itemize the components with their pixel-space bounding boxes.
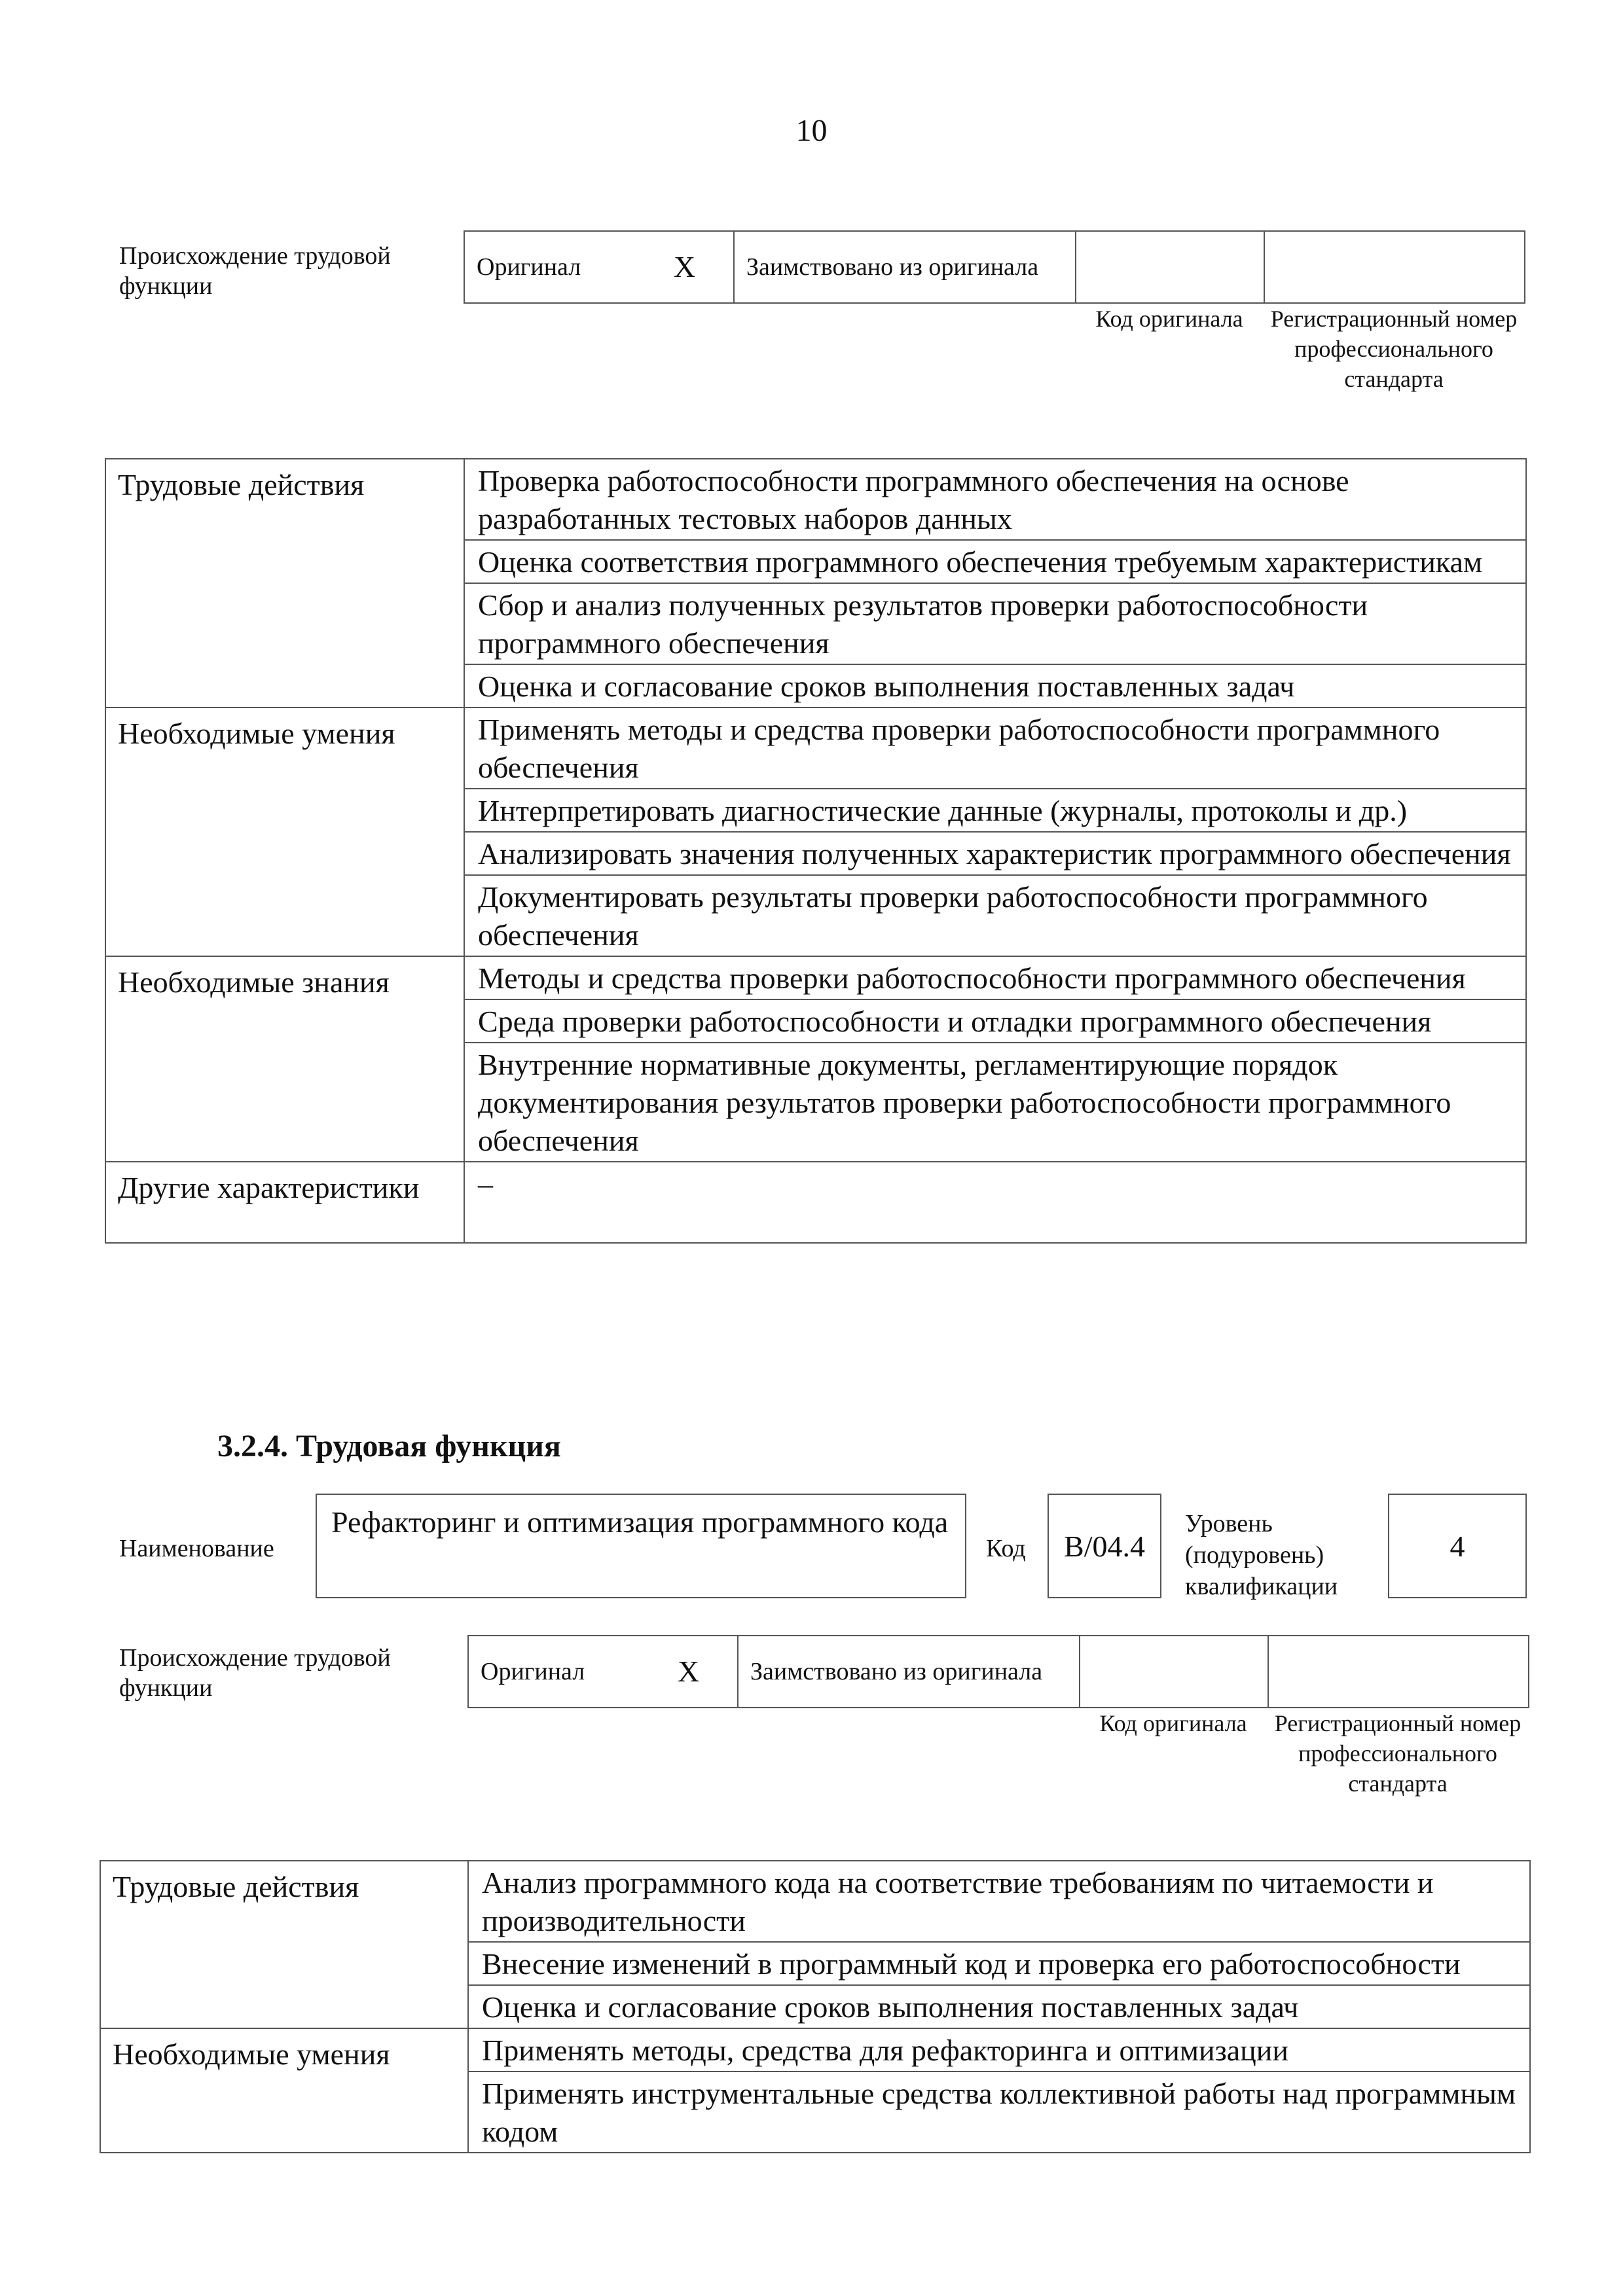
category-other: Другие характеристики [105, 1162, 464, 1243]
code-label: Код [986, 1535, 1026, 1562]
x-mark: X [674, 231, 734, 303]
origin-table-2 [467, 1635, 1529, 1708]
original-code-cell [1076, 231, 1264, 303]
table-cell: Анализ программного кода на соответствие требованиям по читаемости и производительности [468, 1861, 1530, 1942]
reg-caption: Регистрационный номер профессионального стандарта [1270, 306, 1518, 392]
table-cell: Интерпретировать диагностические данные (журналы, протоколы и др.) [464, 789, 1526, 832]
table-cell: Сбор и анализ полученных результатов проверки работоспособности программного обеспечения [464, 583, 1526, 664]
table-cell: Внесение изменений в программный код и проверка его работоспособности [468, 1942, 1530, 1985]
table-cell: Применять методы, средства для рефакторинга и оптимизации [468, 2028, 1530, 2072]
original-cell: Оригинал [468, 1636, 678, 1708]
level-label: Уровень (подуровень) квалификации [1185, 1510, 1338, 1600]
table-cell: – [464, 1162, 1526, 1243]
table-cell: Оценка соответствия программного обеспечения требуемым характеристикам [464, 540, 1526, 583]
table-cell: Оценка и согласование сроков выполнения поставленных задач [464, 664, 1526, 708]
table-cell: Проверка работоспособности программного обеспечения на основе разработанных тестовых наборов данных [464, 459, 1526, 540]
function-table-1 [105, 458, 1527, 1244]
category-skills: Необходимые умения [105, 708, 464, 956]
x-mark: X [678, 1636, 738, 1708]
section-heading: 3.2.4. Трудовая функция [217, 1429, 561, 1463]
function-name-box: Рефакторинг и оптимизация программного кода [316, 1494, 966, 1598]
table-cell: Документировать результаты проверки работоспособности программного обеспечения [464, 875, 1526, 956]
code-caption-2: Код оригинала [1099, 1710, 1247, 1736]
borrowed-cell: Заимствовано из оригинала [738, 1636, 1080, 1708]
origin-label-2: Происхождение трудовой функции [119, 1644, 391, 1702]
category-labor-actions: Трудовые действия [105, 459, 464, 708]
category-labor-actions: Трудовые действия [100, 1861, 468, 2028]
table-cell: Оценка и согласование сроков выполнения поставленных задач [468, 1985, 1530, 2028]
table-cell: Методы и средства проверки работоспособности программного обеспечения [464, 956, 1526, 999]
category-skills: Необходимые умения [100, 2028, 468, 2153]
reg-caption-2: Регистрационный номер профессионального стандарта [1274, 1710, 1522, 1797]
original-code-cell [1080, 1636, 1268, 1708]
table-cell: Применять методы и средства проверки работоспособности программного обеспечения [464, 708, 1526, 789]
page-number: 10 [795, 113, 828, 148]
function-table-2 [100, 1860, 1531, 2153]
original-cell: Оригинал [464, 231, 674, 303]
name-label: Наименование [119, 1535, 274, 1562]
table-cell: Применять инструментальные средства коллективной работы над программным кодом [468, 2072, 1530, 2153]
borrowed-cell: Заимствовано из оригинала [734, 231, 1076, 303]
table-cell: Анализировать значения полученных характеристик программного обеспечения [464, 832, 1526, 875]
table-cell: Внутренние нормативные документы, регламентирующие порядок документирования результатов проверки работоспособности программного обеспечения [464, 1043, 1526, 1162]
code-caption: Код оригинала [1095, 306, 1243, 332]
reg-number-cell [1268, 1636, 1529, 1708]
table-cell: Среда проверки работоспособности и отладки программного обеспечения [464, 999, 1526, 1043]
reg-number-cell [1264, 231, 1525, 303]
category-knowledge: Необходимые знания [105, 956, 464, 1162]
level-box: 4 [1388, 1494, 1527, 1598]
origin-table [464, 230, 1525, 304]
code-box: B/04.4 [1048, 1494, 1161, 1598]
origin-label: Происхождение трудовой функции [119, 242, 391, 300]
